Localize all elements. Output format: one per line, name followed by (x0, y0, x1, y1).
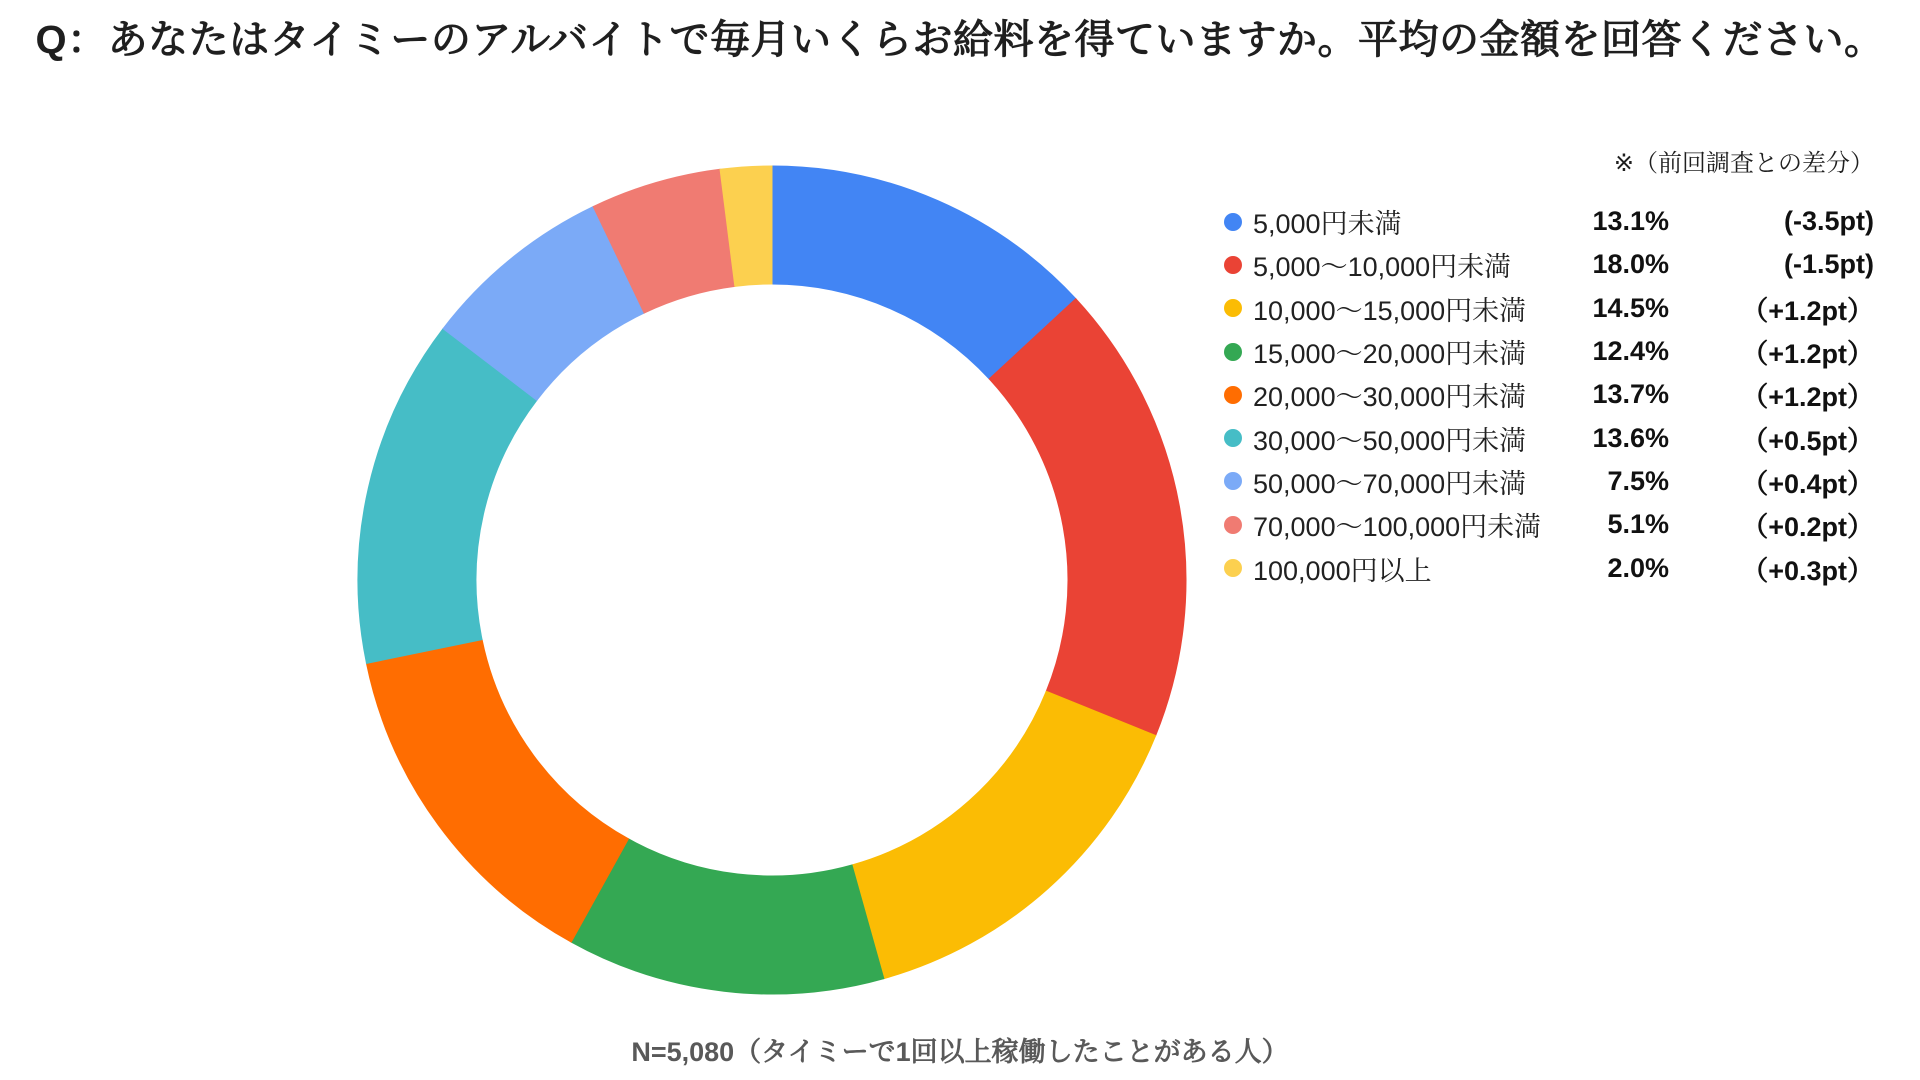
legend-value: 12.4% (1592, 336, 1669, 367)
legend-color-dot (1224, 472, 1242, 490)
legend-color-dot (1224, 213, 1242, 231)
donut-slice-3 (852, 691, 1156, 978)
legend (1224, 148, 1874, 590)
legend-row (1224, 416, 1874, 459)
legend-value: 13.7% (1592, 379, 1669, 410)
legend-color-dot (1224, 386, 1242, 404)
donut-chart (356, 164, 1188, 996)
sample-size-note: N=5,080（タイミーで1回以上稼働したことがある人） (631, 1037, 1289, 1067)
legend-value: 14.5% (1592, 292, 1669, 323)
legend-row (1224, 503, 1874, 546)
legend-diff: (-3.5pt) (1784, 206, 1874, 237)
legend-color-dot (1224, 256, 1242, 274)
donut-slice-5 (366, 640, 628, 942)
donut-slice-4 (571, 839, 884, 994)
legend-diff-note: ※（前回調査との差分） (1613, 150, 1874, 177)
legend-diff: （+0.3pt） (1741, 555, 1874, 586)
legend-label: 50,000〜70,000円未満 (1253, 468, 1527, 499)
legend-row (1224, 546, 1874, 589)
legend-diff: （+0.2pt） (1741, 512, 1874, 543)
legend-label: 20,000〜30,000円未満 (1253, 382, 1527, 413)
legend-row (1224, 373, 1874, 416)
legend-label: 15,000〜20,000円未満 (1253, 339, 1527, 370)
donut-slice-2 (989, 299, 1186, 736)
legend-diff: （+1.2pt） (1741, 339, 1874, 370)
legend-row (1224, 243, 1874, 286)
legend-row (1224, 460, 1874, 503)
legend-row (1224, 330, 1874, 373)
legend-color-dot (1224, 516, 1242, 534)
legend-color-dot (1224, 343, 1242, 361)
legend-row (1224, 287, 1874, 330)
legend-label: 100,000円以上 (1253, 555, 1432, 586)
legend-color-dot (1224, 559, 1242, 577)
legend-diff: （+1.2pt） (1741, 295, 1874, 326)
legend-label: 10,000〜15,000円未満 (1253, 295, 1527, 326)
legend-diff: （+0.5pt） (1741, 425, 1874, 456)
legend-value: 13.6% (1592, 422, 1669, 453)
legend-label: 5,000〜10,000円未満 (1253, 252, 1512, 283)
legend-row (1224, 200, 1874, 243)
chart-question-title: Q：あなたはタイミーのアルバイトで毎月いくらお給料を得ていますか。平均の金額を回答ください。 (35, 18, 1885, 62)
legend-label: 70,000〜100,000円未満 (1253, 512, 1542, 543)
legend-diff: (-1.5pt) (1784, 249, 1874, 280)
legend-diff: （+0.4pt） (1741, 468, 1874, 499)
legend-value: 18.0% (1592, 249, 1669, 280)
legend-value: 5.1% (1607, 509, 1669, 540)
legend-label: 30,000〜50,000円未満 (1253, 425, 1527, 456)
legend-diff: （+1.2pt） (1741, 382, 1874, 413)
legend-color-dot (1224, 299, 1242, 317)
legend-value: 13.1% (1592, 206, 1669, 237)
legend-value: 2.0% (1607, 552, 1669, 583)
legend-label: 5,000円未満 (1253, 209, 1402, 240)
legend-rows (1224, 200, 1874, 590)
legend-color-dot (1224, 429, 1242, 447)
legend-value: 7.5% (1607, 465, 1669, 496)
